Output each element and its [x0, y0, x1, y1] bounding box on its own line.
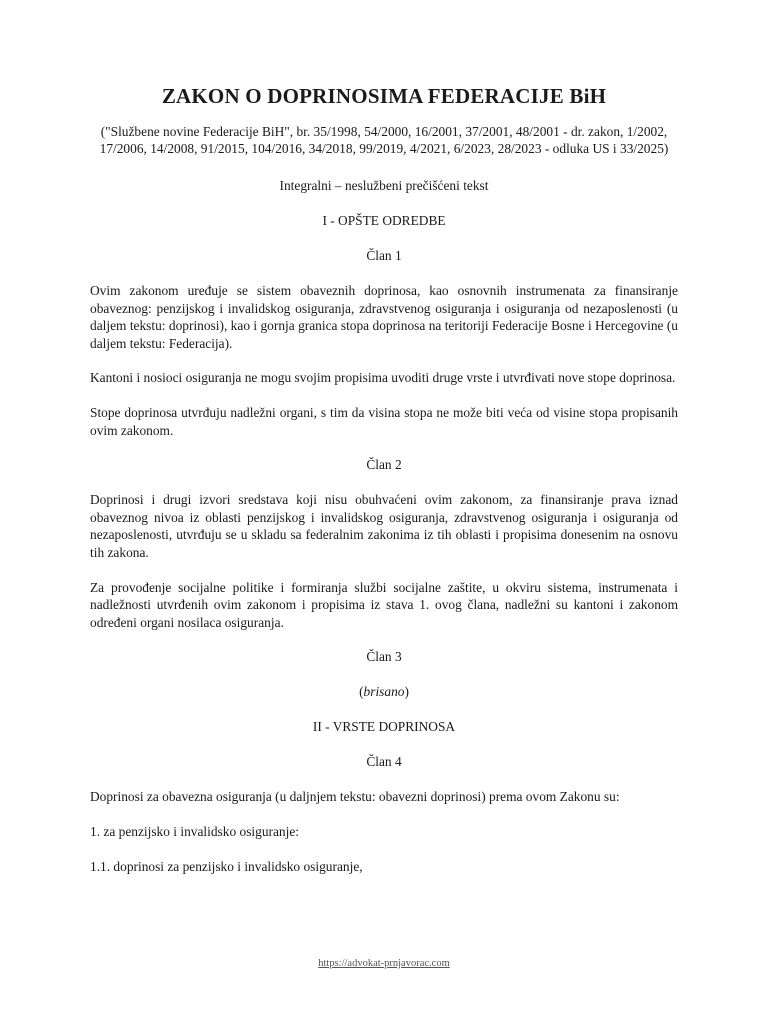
article-1-heading: Član 1 [366, 248, 402, 263]
article-1-paragraph-3: Stope doprinosa utvrđuju nadležni organi, s tim da visina stopa ne može biti veća od visine stopa propisanih ovim zakonom. [90, 404, 678, 438]
gazette-reference: ("Službene novine Federacije BiH", br. 35/1998, 54/2000, 16/2001, 37/2001, 48/2001 - dr. zakon, 1/2002, 17/2006, 14/2008, 91/2015, 104/2016, 34/2018, 99/2019, 4/2021, 6/2023, 28/2023 - odluka US i 33/2025) [99, 124, 669, 156]
document-title: ZAKON O DOPRINOSIMA FEDERACIJE BiH [161, 84, 607, 108]
deleted-text: brisano [363, 684, 405, 700]
article-4-paragraph-1: Doprinosi za obavezna osiguranja (u daljnjem tekstu: obavezni doprinosi) prema ovom Zakonu su: [90, 789, 620, 805]
paren-close: ) [404, 684, 409, 700]
article-1-paragraph-2: Kantoni i nosioci osiguranja ne mogu svojim propisima uvoditi druge vrste i utvrđivati nove stope doprinosa. [90, 370, 676, 386]
footer-link[interactable]: https://advokat-prnjavorac.com [318, 958, 450, 969]
article-4-heading: Član 4 [366, 754, 402, 770]
article-2-heading: Član 2 [366, 457, 402, 473]
article-4-paragraph-3: 1.1. doprinosi za penzijsko i invalidsko osiguranje, [90, 858, 363, 874]
article-2-paragraph-1: Doprinosi i drugi izvori sredstava koji nisu obuhvaćeni ovim zakonom, za finansiranje prava iznad obaveznog nivoa iz oblasti penzijskog i invalidskog osiguranja, zdravstvenog osiguranja i osiguranja od nezaposlenosti, utvrđuju se u skladu sa federalnim zakonima iz tih oblasti i propisima donesenim na osnovu tih zakona. [90, 492, 678, 560]
article-4-paragraph-2: 1. za penzijsko i invalidsko osiguranje: [90, 823, 299, 839]
article-2-paragraph-2: Za provođenje socijalne politike i formiranja službi socijalne zaštite, u okviru sistema, instrumenata i nadležnosti utvrđenih ovim zakonom i propisima iz stava 1. ovog člana, nadležni su kantoni i zakonom određeni organi nosilaca osiguranja. [90, 579, 678, 630]
document-page [90, 84, 678, 892]
article-3-heading: Član 3 [366, 649, 402, 665]
paren-open: ( [359, 684, 364, 700]
article-3-deleted-note [90, 683, 678, 700]
section-heading-general: I - OPŠTE ODREDBE [322, 213, 446, 228]
section-heading-types: II - VRSTE DOPRINOSA [312, 719, 456, 735]
article-1-paragraph-1: Ovim zakonom uređuje se sistem obaveznih doprinosa, kao osnovnih instrumenata za finansiranje obaveznog: penzijskog i invalidskog osiguranja, zdravstvenog osiguranja i osiguranja od nezaposlenosti (u daljem tekstu: doprinosi), kao i gornja granica stopa doprinosa na teritoriji Federacije Bosne i Hercegovine (u daljem tekstu: Federacija). [90, 283, 678, 351]
text-note: Integralni – neslužbeni prečišćeni tekst [279, 178, 489, 193]
page-footer [0, 958, 768, 969]
